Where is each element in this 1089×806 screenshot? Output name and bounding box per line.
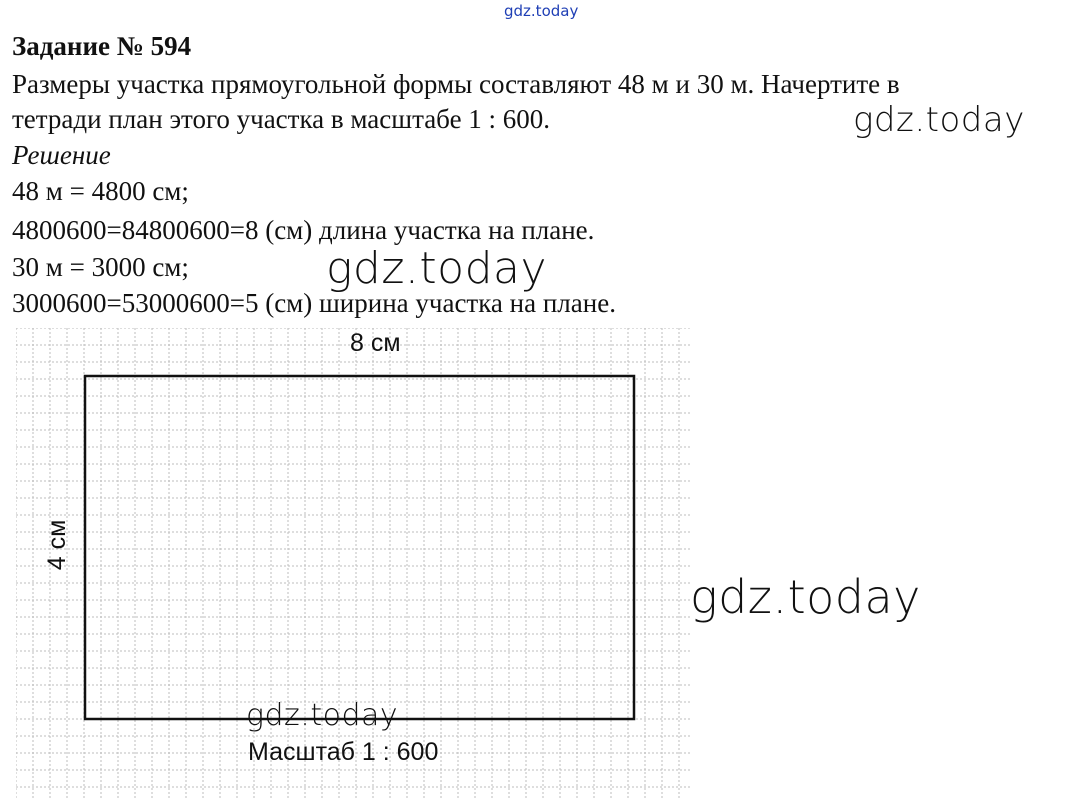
watermark-4: gdz.today: [246, 698, 399, 733]
scale-label: Масштаб 1 : 600: [248, 738, 439, 766]
solution-line-2: 4800600=84800600=8 (см) длина участка на плане.: [12, 215, 595, 245]
watermark-2: gdz.today: [326, 243, 548, 294]
length-label: 8 см: [350, 329, 401, 357]
task-text-line-1: Размеры участка прямоугольной формы составляют 48 м и 30 м. Начертите в: [12, 69, 900, 99]
watermark-top: gdz.today: [504, 2, 579, 20]
watermark-1: gdz.today: [853, 100, 1025, 140]
watermark-3: gdz.today: [690, 570, 921, 624]
solution-line-3: 30 м = 3000 см;: [12, 252, 189, 282]
plot-plan-rectangle: [85, 376, 634, 719]
task-title: Задание № 594: [12, 31, 192, 61]
width-label: 4 см: [43, 519, 71, 571]
task-text-line-2: тетради план этого участка в масштабе 1 : 600.: [12, 104, 551, 134]
solution-line-4: 3000600=53000600=5 (см) ширина участка на плане.: [12, 288, 616, 318]
solution-line-1: 48 м = 4800 см;: [12, 176, 189, 206]
solution-heading: Решение: [12, 140, 111, 170]
